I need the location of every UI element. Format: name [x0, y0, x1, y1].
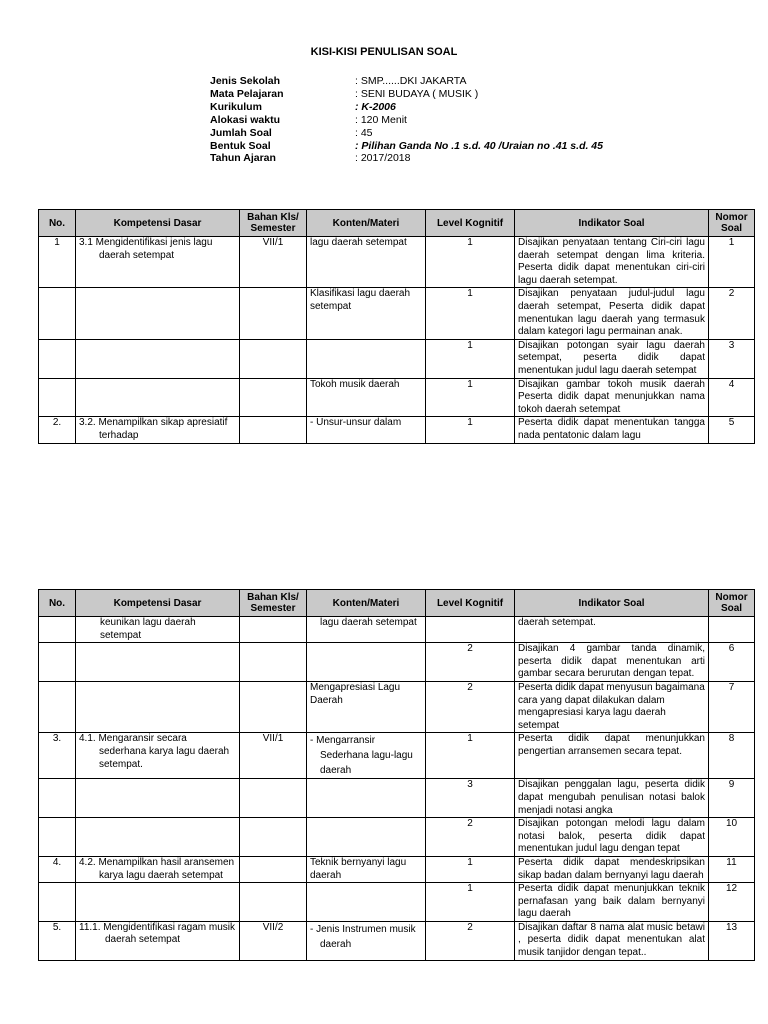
meta-value: : SMP......DKI JAKARTA — [355, 75, 467, 87]
cell-kompetensi-dasar — [76, 339, 240, 378]
header-no: No. — [39, 210, 76, 237]
table-row — [39, 237, 755, 288]
cell-konten: Tokoh musik daerah — [307, 378, 426, 417]
cell-konten — [307, 883, 426, 922]
cell-kompetensi-dasar — [76, 921, 240, 960]
kd-text: 3.2. Menampilkan sikap apresiatif terhadap — [79, 417, 228, 441]
cell-bahan — [240, 779, 307, 818]
table-row — [39, 921, 755, 960]
document-title: KISI-KISI PENULISAN SOAL — [310, 46, 458, 58]
cell-nomor: 7 — [709, 681, 755, 732]
header-nomor-soal: Nomor Soal — [709, 210, 755, 237]
cell-nomor: 9 — [709, 779, 755, 818]
cell-level: 1 — [426, 883, 515, 922]
kisi-kisi-table-1 — [38, 209, 755, 444]
kd-text: 11.1. Mengidentifikasi ragam musik daerah setempat — [79, 921, 235, 946]
meta-value: : 45 — [355, 126, 373, 139]
cell-bahan — [240, 681, 307, 732]
table-row — [39, 288, 755, 339]
cell-kompetensi-dasar — [76, 288, 240, 339]
cell-level: 2 — [426, 643, 515, 682]
cell-konten — [307, 733, 426, 779]
header-level-kognitif: Level Kognitif — [426, 590, 515, 617]
table-row — [39, 779, 755, 818]
cell-nomor: 6 — [709, 643, 755, 682]
header-indikator-soal: Indikator Soal — [515, 210, 709, 237]
cell-indikator: Peserta didik dapat menentukan tangga nada pentatonic dalam lagu — [515, 417, 709, 443]
header-kompetensi-dasar: Kompetensi Dasar — [76, 210, 240, 237]
cell-indikator: Disajikan daftar 8 nama alat music betawi , peserta didik dapat menentukan alat musik tanjidor dengan tepat.. — [515, 921, 709, 960]
cell-level: 1 — [426, 339, 515, 378]
cell-bahan: VII/2 — [240, 921, 307, 960]
cell-indikator: Peserta didik dapat menunjukkan pengertian arransemen secara tepat. — [515, 733, 709, 779]
cell-kompetensi-dasar — [76, 779, 240, 818]
cell-nomor: 10 — [709, 818, 755, 857]
cell-indikator: daerah setempat. — [515, 617, 709, 643]
header-kompetensi-dasar: Kompetensi Dasar — [76, 590, 240, 617]
cell-kompetensi-dasar — [76, 733, 240, 779]
cell-indikator: Disajikan 4 gambar tanda dinamik, peserta didik dapat menentukan arti gambar secara berurutan dengan tepat. — [515, 643, 709, 682]
cell-nomor: 4 — [709, 378, 755, 417]
cell-level — [426, 617, 515, 643]
cell-no: 5. — [39, 921, 76, 960]
meta-value: : SENI BUDAYA ( MUSIK ) — [355, 87, 479, 100]
cell-nomor: 11 — [709, 856, 755, 882]
cell-indikator: Disajikan penyataan tentang Ciri-ciri lagu daerah setempat dengan lima kriteria. Peserta didik dapat menentukan ciri-ciri lagu daerah setempat. — [515, 237, 709, 288]
meta-row — [210, 152, 603, 165]
konten-text: - Jenis Instrumen musik daerah — [310, 923, 416, 950]
meta-value: : 2017/2018 — [355, 152, 411, 165]
cell-konten — [307, 417, 426, 443]
cell-no — [39, 681, 76, 732]
header-nomor-soal: Nomor Soal — [709, 590, 755, 617]
cell-kompetensi-dasar — [76, 237, 240, 288]
cell-bahan — [240, 883, 307, 922]
table-header-row — [39, 210, 755, 237]
cell-nomor: 13 — [709, 921, 755, 960]
cell-kompetensi-dasar — [76, 378, 240, 417]
cell-nomor: 2 — [709, 288, 755, 339]
meta-row — [210, 127, 603, 140]
cell-kompetensi-dasar — [76, 856, 240, 882]
table-row — [39, 378, 755, 417]
cell-indikator: Peserta didik dapat menyusun bagaimana cara yang dapat dilakukan dalam mengapresiasi karya lagu daerah setempat — [515, 681, 709, 732]
table-row — [39, 643, 755, 682]
cell-level: 2 — [426, 921, 515, 960]
header-bahan-kelas-semester: Bahan Kls/ Semester — [240, 590, 307, 617]
table-row — [39, 856, 755, 882]
kd-text: 4.1. Mengaransir secara sederhana karya lagu daerah setempat. — [79, 733, 230, 770]
cell-no — [39, 339, 76, 378]
meta-label: Jumlah Soal — [210, 126, 272, 139]
header-konten-materi: Konten/Materi — [307, 590, 426, 617]
cell-nomor: 5 — [709, 417, 755, 443]
konten-text: - Mengarransir Sederhana lagu-lagu daerah — [310, 735, 413, 777]
cell-kompetensi-dasar — [76, 818, 240, 857]
cell-konten: Mengapresiasi Lagu Daerah — [307, 681, 426, 732]
cell-nomor — [709, 617, 755, 643]
document-meta — [210, 75, 603, 165]
cell-nomor: 3 — [709, 339, 755, 378]
cell-level: 1 — [426, 733, 515, 779]
meta-label: Bentuk Soal — [210, 139, 271, 152]
cell-level: 1 — [426, 288, 515, 339]
cell-no: 2. — [39, 417, 76, 443]
meta-label: Kurikulum — [210, 100, 262, 113]
meta-row — [210, 75, 603, 88]
cell-kompetensi-dasar — [76, 417, 240, 443]
konten-text: - Unsur-unsur dalam — [310, 417, 402, 429]
cell-indikator: Disajikan potongan syair lagu daerah setempat, peserta didik dapat menentukan judul lagu daerah setempat — [515, 339, 709, 378]
cell-no: 3. — [39, 733, 76, 779]
cell-no — [39, 617, 76, 643]
meta-label: Alokasi waktu — [210, 113, 281, 126]
cell-no — [39, 378, 76, 417]
cell-level: 1 — [426, 378, 515, 417]
kd-text: 4.2. Menampilkan hasil aransemen karya lagu daerah setempat — [79, 856, 235, 881]
cell-konten — [307, 617, 426, 643]
kd-text: keunikan lagu daerah setempat — [100, 617, 196, 641]
cell-no: 4. — [39, 856, 76, 882]
meta-label: Mata Pelajaran — [210, 87, 284, 100]
table-header-row — [39, 590, 755, 617]
kisi-kisi-table-2 — [38, 589, 755, 961]
meta-row — [210, 140, 603, 153]
cell-konten: Teknik bernyanyi lagu daerah — [307, 856, 426, 882]
meta-value: : 120 Menit — [355, 113, 407, 126]
cell-indikator: Disajikan penggalan lagu, peserta didik dapat mengubah penulisan notasi balok menjadi notasi angka — [515, 779, 709, 818]
cell-bahan: VII/1 — [240, 733, 307, 779]
cell-bahan — [240, 617, 307, 643]
header-level-kognitif: Level Kognitif — [426, 210, 515, 237]
meta-row — [210, 101, 603, 114]
cell-no — [39, 883, 76, 922]
cell-indikator: Disajikan gambar tokoh musik daerah Peserta didik dapat menunjukkan nama tokoh daerah setempat — [515, 378, 709, 417]
cell-bahan — [240, 378, 307, 417]
cell-konten — [307, 643, 426, 682]
cell-indikator: Peserta didik dapat menunjukkan teknik pernafasan yang baik dalam bernyanyi lagu daerah — [515, 883, 709, 922]
meta-label: Jenis Sekolah — [210, 75, 281, 87]
cell-kompetensi-dasar — [76, 643, 240, 682]
cell-kompetensi-dasar — [76, 883, 240, 922]
konten-text: lagu daerah setempat — [320, 617, 417, 628]
meta-row — [210, 88, 603, 101]
cell-no — [39, 779, 76, 818]
table-row — [39, 818, 755, 857]
cell-no — [39, 288, 76, 339]
cell-konten — [307, 921, 426, 960]
cell-nomor: 12 — [709, 883, 755, 922]
meta-value: : Pilihan Ganda No .1 s.d. 40 /Uraian no .41 s.d. 45 — [355, 139, 603, 152]
table-row — [39, 681, 755, 732]
table-row — [39, 883, 755, 922]
cell-level: 1 — [426, 237, 515, 288]
cell-level: 3 — [426, 779, 515, 818]
table-row — [39, 617, 755, 643]
cell-nomor: 1 — [709, 237, 755, 288]
cell-no: 1 — [39, 237, 76, 288]
cell-nomor: 8 — [709, 733, 755, 779]
cell-kompetensi-dasar — [76, 617, 240, 643]
cell-kompetensi-dasar — [76, 681, 240, 732]
header-no: No. — [39, 590, 76, 617]
cell-no — [39, 818, 76, 857]
cell-konten: lagu daerah setempat — [307, 237, 426, 288]
cell-bahan — [240, 417, 307, 443]
table-row — [39, 733, 755, 779]
kd-text: 3.1 Mengidentifikasi jenis lagu daerah setempat — [79, 237, 213, 261]
meta-row — [210, 114, 603, 127]
table-row — [39, 339, 755, 378]
header-indikator-soal: Indikator Soal — [515, 590, 709, 617]
cell-bahan — [240, 288, 307, 339]
cell-indikator: Disajikan potongan melodi lagu dalam notasi balok, peserta didik dapat menentukan judul lagu dengan tepat — [515, 818, 709, 857]
cell-no — [39, 643, 76, 682]
cell-level: 2 — [426, 818, 515, 857]
header-konten-materi: Konten/Materi — [307, 210, 426, 237]
cell-level: 1 — [426, 417, 515, 443]
table-row — [39, 417, 755, 443]
meta-label: Tahun Ajaran — [210, 152, 276, 165]
cell-konten: Klasifikasi lagu daerah setempat — [307, 288, 426, 339]
cell-level: 2 — [426, 681, 515, 732]
cell-indikator: Disajikan penyataan judul-judul lagu daerah setempat, Peserta didik dapat menentukan lagu daerah yang termasuk dalam kategori lagu permainan anak. — [515, 288, 709, 339]
cell-konten — [307, 339, 426, 378]
header-bahan-kelas-semester: Bahan Kls/ Semester — [240, 210, 307, 237]
cell-konten — [307, 818, 426, 857]
cell-bahan — [240, 856, 307, 882]
cell-bahan — [240, 643, 307, 682]
cell-bahan — [240, 339, 307, 378]
cell-bahan: VII/1 — [240, 237, 307, 288]
cell-bahan — [240, 818, 307, 857]
cell-indikator: Peserta didik dapat mendeskripsikan sikap badan dalam bernyanyi lagu daerah — [515, 856, 709, 882]
meta-value: : K-2006 — [355, 100, 396, 113]
cell-konten — [307, 779, 426, 818]
cell-level: 1 — [426, 856, 515, 882]
